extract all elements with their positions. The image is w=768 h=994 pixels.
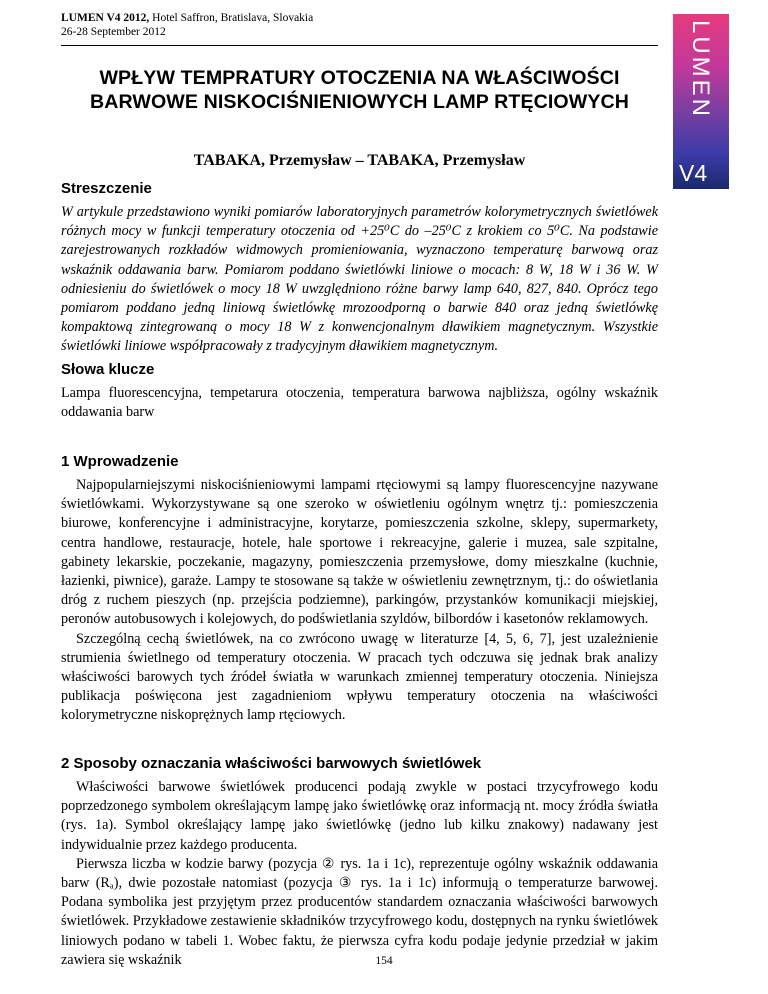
authors: TABAKA, Przemysław – TABAKA, Przemysław — [193, 152, 526, 169]
abstract-paragraph: W artykule przedstawiono wyniki pomiarów laboratoryjnych parametrów kolorymetrycznych świetlówek różnych mocy w funkcji temperatury otoczenia od +25⁰C do –25⁰C z krokiem co 5⁰C. Na podstawie zarejestrowanych rozkładów widmowych promieniowania, wyznaczono temperaturę barwową oraz wskaźnik oddawania barw. Pomiarom poddano świetlówki liniowe o mocach: 8 W, 18 W i 36 W. W odniesieniu do świetlówek o mocy 18 W uwzględniono różne barwy lamp 640, 827, 840. Oprócz tego pomiarom poddano jedną liniową świetlówkę mrozoodporną o barwie 840 oraz jedną świetlówkę kompaktową zintegrowaną o mocy 18 W z konwencjonalnym dławikiem magnetycznym. Wszystkie świetlówki liniowe współpracowały z tradycyjnym dławikiem magnetycznym. — [61, 204, 658, 355]
running-header — [61, 11, 313, 39]
header-rule — [61, 45, 658, 46]
section-1-paragraph-1: Najpopularniejszymi niskociśnieniowymi lampami rtęciowymi są lampy fluorescencyjne nazywane świetlówkami. Wykorzystywane są one szeroko w oświetleniu ogólnym wnętrz tj.: pomieszczenia biurowe, konferencyjne i administracyjne, korytarze, pomieszczenia szkolne, sklepy, supermarkety, centra handlowe, restauracje, hotele, hale sportowe i rekreacyjne, galerie i muzea, sale szpitalne, gabinety lekarskie, poczekanie, magazyny, pomieszczenia przemysłowe, domy mieszkalne (kuchnie, łazienki, piwnice), garaże. Lampy te stosowane są także w oświetleniu zewnętrznym, tj.: do oświetlania dróg z ruchem pieszych (np. przejścia podziemne), parkingów, przystanków komunikacji miejskiej, peronów autobusowych i kolejowych, do podświetlania szyldów, bilbordów i kasetonów reklamowych. — [61, 477, 658, 628]
conference-line — [61, 11, 313, 25]
logo-version: V4 — [679, 160, 708, 186]
conference-dates: 26-28 September 2012 — [61, 26, 166, 38]
lumen-logo — [673, 14, 729, 189]
page-number: 154 — [375, 955, 393, 967]
section-1-body — [61, 476, 658, 726]
logo-word: LUMEN — [687, 20, 714, 120]
keywords-paragraph: Lampa fluorescencyjna, tempetarura otoczenia, temperatura barwowa najbliższa, ogólny wskaźnik oddawania barw — [61, 385, 658, 421]
section-2-body — [61, 778, 658, 970]
paper-title — [61, 66, 658, 114]
title-line-2: BARWOWE NISKOCIŚNIENIOWYCH LAMP RTĘCIOWYCH — [89, 91, 630, 113]
section-1-paragraph-2: Szczególną cechą świetlówek, na co zwrócono uwagę w literaturze [4, 5, 6, 7], jest uzależnienie strumienia świetlnego od temperatury otoczenia. W pracach tych odczuwa się jednak brak analizy właściwości barowych tych źródeł światła w warunkach zmiennej temperatury otoczenia. Niniejsza publikacja poświęcona jest zagadnieniom wpływu temperatury otoczenia na właściwości kolorymetryczne niskoprężnych lamp rtęciowych. — [61, 630, 658, 724]
title-line-1: WPŁYW TEMPRATURY OTOCZENIA NA WŁAŚCIWOŚCI — [99, 67, 620, 89]
conference-name: LUMEN V4 2012, — [61, 12, 150, 24]
section-2-paragraph-2: Pierwsza liczba w kodzie barwy (pozycja ② rys. 1a i 1c), reprezentuje ogólny wskaźnik oddawania barw (Rₐ), dwie pozostałe natomiast (pozycja ③ rys. 1a i 1c) informują o temperaturze barwowej. Podana symbolika jest przyjętym przez producentów standardem oznaczania właściwości barwowych świetlówek. Przykładowe zestawienie składników trzycyfrowego kodu, dostępnych na rynku świetlówek liniowych podano w tabeli 1. Wobec faktu, że pierwsza cyfra kodu podaje jedynie przedział w jakim zawiera się wskaźnik — [61, 855, 658, 968]
section-2-paragraph-1: Właściwości barwowe świetlówek producenci podają zwykle w postaci trzycyfrowego kodu poprzedzonego symbolem określającym lampę jako świetlówkę oraz informacją nt. mocy źródła światła (rys. 1a). Symbol określający lampę jako świetlówkę (jedno lub kilku znakowy) nadawany jest indywidualnie przez każdego producenta. — [61, 779, 658, 853]
keywords-text — [61, 384, 658, 422]
conference-venue: Hotel Saffron, Bratislava, Slovakia — [149, 12, 314, 24]
section-1-heading: 1 Wprowadzenie — [61, 453, 179, 470]
section-2-heading: 2 Sposoby oznaczania właściwości barwowych świetlówek — [61, 755, 482, 772]
abstract-text — [61, 203, 658, 357]
keywords-heading: Słowa klucze — [61, 361, 155, 378]
abstract-heading: Streszczenie — [61, 180, 152, 197]
